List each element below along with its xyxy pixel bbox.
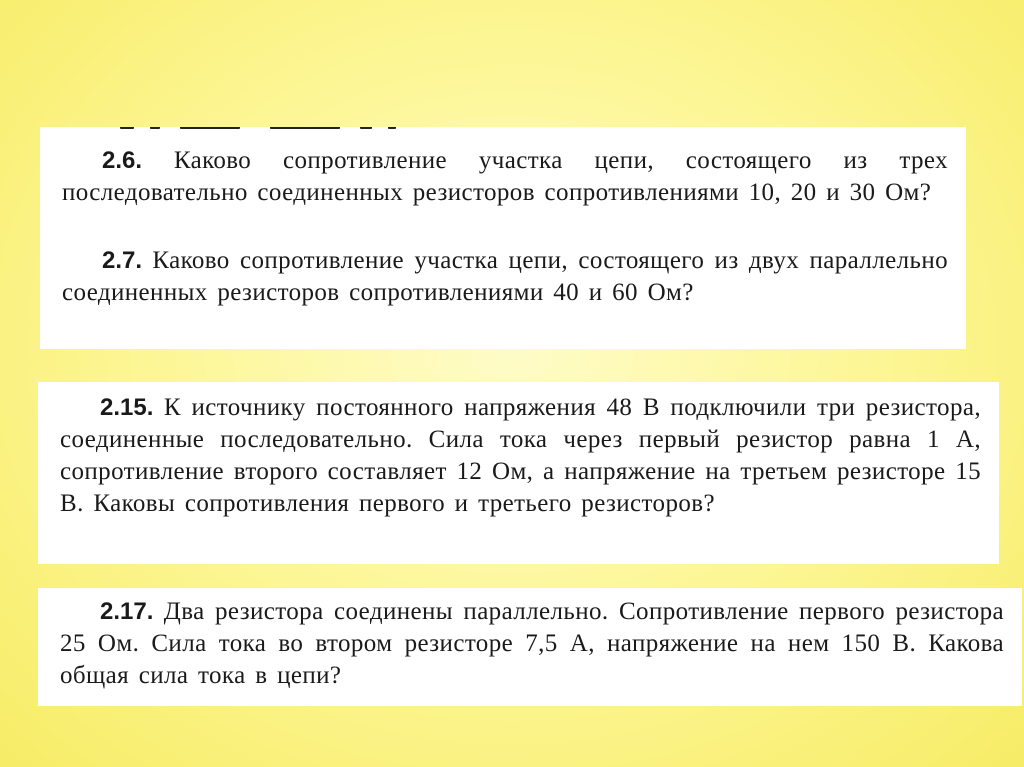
problem-number: 2.17.	[100, 598, 154, 625]
problem-2-6	[62, 145, 948, 209]
problem-text: Два резистора соединены параллельно. Сопротивление первого резистора 25 Ом. Сила тока во втором резисторе 7,5 А, напряжение на нем 150 В. Какова общая сила тока в цепи?	[60, 598, 1004, 689]
cropped-text-fragment	[120, 127, 410, 132]
problem-2-15	[60, 392, 981, 520]
problem-number: 2.7.	[102, 247, 143, 274]
problem-card-middle	[38, 382, 999, 564]
problem-text: Каково сопротивление участка цепи, состоящего из трех последовательно соединенных резисторов сопротивлениями 10, 20 и 30 Ом?	[62, 147, 948, 206]
problem-2-17	[60, 596, 1004, 692]
problem-card-top	[40, 127, 966, 349]
problem-text: Каково сопротивление участка цепи, состоящего из двух параллельно соединенных резисторов сопротивлениями 40 и 60 Ом?	[62, 247, 948, 306]
problem-text: К источнику постоянного напряжения 48 В подключили три резистора, соединенные последовательно. Сила тока через первый резистор равна 1 А, сопротивление второго составляет 12 Ом, а напряжение на третьем резисторе 15 В. Каковы сопротивления первого и третьего резисторов?	[60, 394, 981, 517]
problem-number: 2.15.	[100, 394, 154, 421]
problem-number: 2.6.	[102, 147, 143, 174]
problem-2-7	[62, 245, 948, 309]
problem-card-bottom	[38, 588, 1022, 706]
